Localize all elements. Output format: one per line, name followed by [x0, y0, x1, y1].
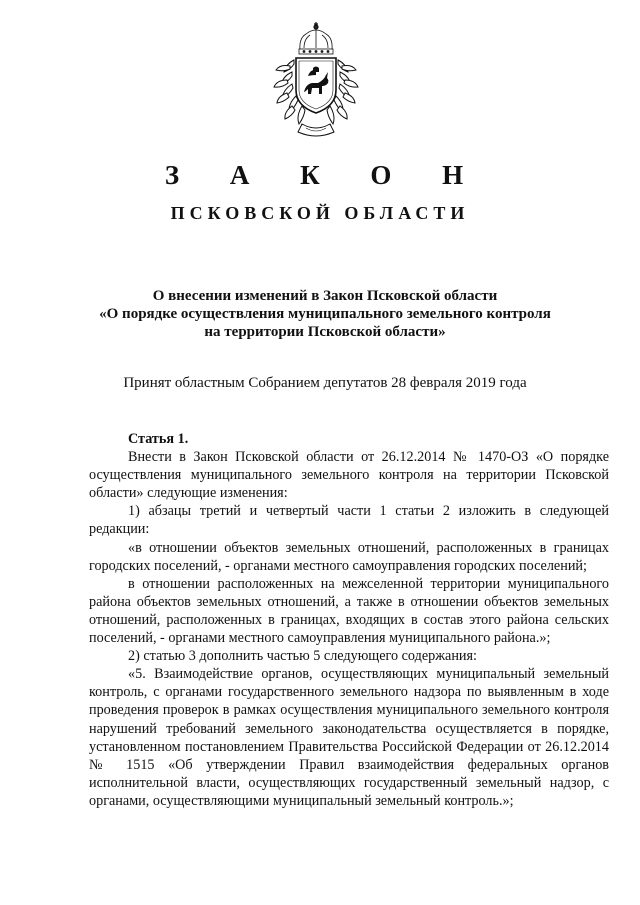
law-title: З А К О Н: [164, 160, 486, 190]
heading-line: О внесении изменений в Закон Псковской области: [152, 288, 498, 304]
paragraph: «5. Взаимодействие органов, осуществляющих муниципальный земельный контроль, с органами государственного земельного надзора по выявленным в ходе проведения проверок в рамках осуществления муниципального земельного контроля нарушений требований земельного законодательства осуществляется в порядке, установленном постановлением Правительства Российской Федерации от 26.12.2014 № 1515 «Об утверждении Правил взаимодействия федеральных органов исполнительной власти, осуществляющих государственный земельный надзор, с органами, осуществляющими муниципальный земельный контроль.»;: [89, 666, 609, 809]
paragraph: «в отношении объектов земельных отношений, расположенных в границах городских поселений, - органами местного самоуправления городских поселений;: [89, 539, 609, 574]
heading-line: на территории Псковской области»: [204, 324, 446, 340]
adoption-line: Принят областным Собранием депутатов 28 февраля 2019 года: [123, 375, 527, 391]
paragraph: в отношении расположенных на межселенной территории муниципального района объектов земельных отношений, а также в отношении объектов земельных отношений, расположенных в границах, входящих в состав этого района сельских поселений, - органами местного самоуправления муниципального района.»;: [89, 575, 609, 647]
article-title: Статья 1.: [128, 431, 189, 447]
region-title: ПСКОВСКОЙ ОБЛАСТИ: [170, 203, 470, 223]
paragraph: 2) статью 3 дополнить частью 5 следующего содержания:: [128, 648, 477, 665]
heading-line: «О порядке осуществления муниципального земельного контроля: [99, 306, 551, 322]
paragraph: Внести в Закон Псковской области от 26.12.2014 № 1470-ОЗ «О порядке осуществления муниципального земельного контроля на территории Псковской области» следующие изменения:: [89, 449, 609, 502]
law-heading: [40, 287, 610, 341]
coat-of-arms-emblem: [266, 20, 366, 142]
document-body: [89, 430, 609, 810]
paragraph: 1) абзацы третий и четвертый части 1 статьи 2 изложить в следующей редакции:: [89, 503, 609, 538]
